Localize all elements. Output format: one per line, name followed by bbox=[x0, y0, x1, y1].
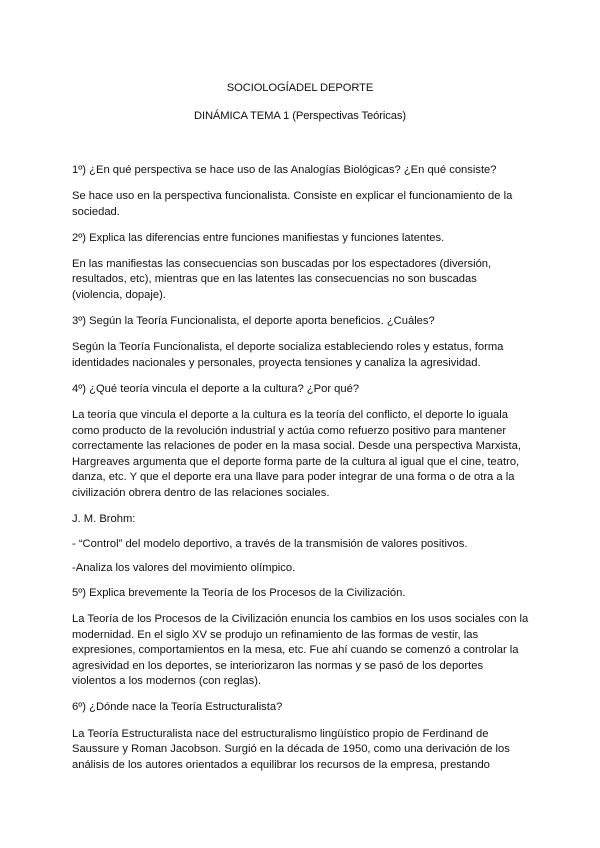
question-1: 1º) ¿En qué perspectiva se hace uso de las Analogías Biológicas? ¿En qué consiste? bbox=[72, 164, 497, 176]
author-point-1: - “Control” del modelo deportivo, a través de la transmisión de valores positivos. bbox=[72, 537, 468, 550]
author-heading: J. M. Brohm: bbox=[72, 513, 136, 526]
answer-5: La Teoría de los Procesos de la Civilización enuncia los cambios en los usos sociales con la modernidad. En el siglo XV se produjo un refinamiento de las formas de vestir, las expresiones, comportamientos en la mesa, etc. Fue ahí cuando se comenzó a controlar la agresividad en los deportes, se interiorizaron las normas y se pasó de los deportes violentos a los modernos (con reglas). bbox=[72, 612, 529, 688]
document-title: SOCIOLOGÍADEL DEPORTE bbox=[226, 82, 374, 94]
answer-3: Según la Teoría Funcionalista, el deporte socializa estableciendo roles y estatus, forma identidades nacionales y personales, proyecta tensiones y canaliza la agresividad. bbox=[72, 341, 504, 369]
answer-6: La Teoría Estructuralista nace del estructuralismo lingüístico propio de Ferdinand de Saussure y Roman Jacobson. Surgió en la década de 1950, como una derivación de los análisis de los autores orientados a equilibrar los recursos de la empresa, prestando bbox=[72, 727, 510, 771]
answer-1: Se hace uso en la perspectiva funcionalista. Consiste en explicar el funcionamiento de la sociedad. bbox=[72, 190, 513, 218]
question-4: 4º) ¿Qué teoría vincula el deporte a la cultura? ¿Por qué? bbox=[72, 382, 360, 395]
question-5: 5º) Explica brevemente la Teoría de los Procesos de la Civilización. bbox=[72, 586, 406, 599]
question-2: 2º) Explica las diferencias entre funciones manifiestas y funciones latentes. bbox=[72, 231, 445, 244]
document-body bbox=[72, 163, 530, 784]
document-subtitle: DINÁMICA TEMA 1 (Perspectivas Teóricas) bbox=[193, 110, 407, 122]
question-3: 3º) Según la Teoría Funcionalista, el deporte aporta beneficios. ¿Cuáles? bbox=[72, 315, 435, 328]
author-point-2: -Analiza los valores del movimiento olímpico. bbox=[72, 562, 296, 575]
question-6: 6º) ¿Dónde nace la Teoría Estructuralista? bbox=[72, 701, 283, 714]
answer-4: La teoría que vincula el deporte a la cultura es la teoría del conflicto, el deporte lo iguala como producto de la revolución industrial y actúa como refuerzo positivo para mantener correctamente las relaciones de poder en la masa social. Desde una perspectiva Marxista, Hargreaves argumenta que el deporte forma parte de la cultura al igual que el cine, teatro, danza, etc. Y que el deporte era una llave para poder integrar de una forma o de otra a la civilización obrera dentro de las relaciones sociales. bbox=[72, 409, 521, 499]
answer-2: En las manifiestas las consecuencias son buscadas por los espectadores (diversión, resultados, etc), mientras que en las latentes las consecuencias no son buscadas (violencia, dopaje). bbox=[72, 257, 492, 302]
